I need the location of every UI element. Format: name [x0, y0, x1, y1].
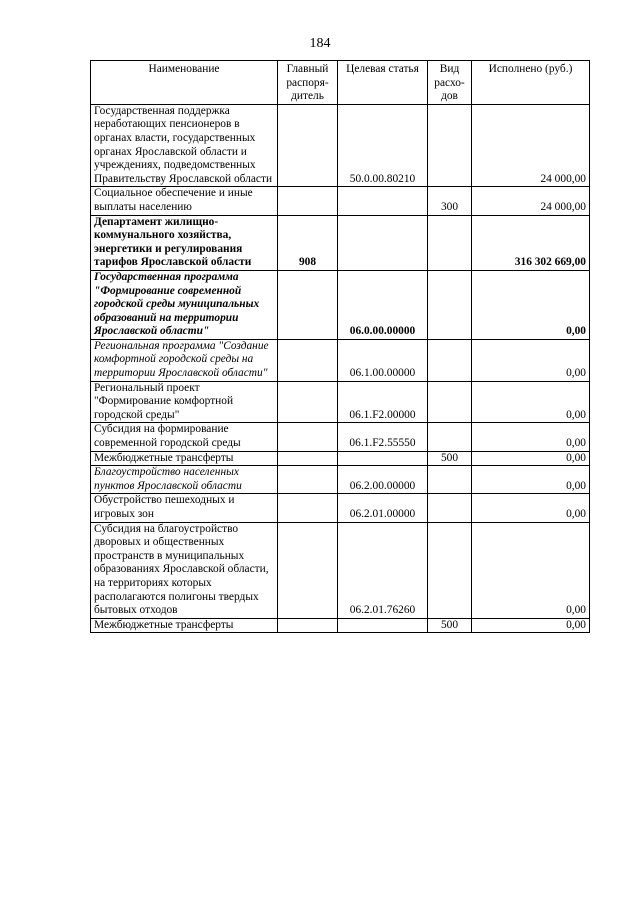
budget-table: [90, 60, 590, 633]
cell-executed: 0,00: [472, 423, 590, 451]
table-row: [91, 451, 590, 466]
cell-target-article: 06.1.F2.00000: [338, 381, 428, 423]
cell-main-manager: [278, 618, 338, 633]
table-row: [91, 339, 590, 381]
table-row: [91, 381, 590, 423]
cell-target-article: 06.2.00.00000: [338, 466, 428, 494]
cell-main-manager: [278, 451, 338, 466]
table-row: [91, 494, 590, 522]
table-row: [91, 423, 590, 451]
cell-target-article: 50.0.00.80210: [338, 104, 428, 187]
cell-expense-type: [428, 494, 472, 522]
cell-executed: 0,00: [472, 381, 590, 423]
cell-name: Государственная поддержка неработающих пенсионеров в органах власти, государственных органах Ярославской области и учреждениях, подведомственных Правительству Ярославской области: [91, 104, 278, 187]
header-executed: Исполнено (руб.): [472, 61, 590, 105]
cell-executed: 0,00: [472, 466, 590, 494]
table-body: [91, 104, 590, 633]
cell-target-article: [338, 618, 428, 633]
cell-target-article: 06.0.00.00000: [338, 270, 428, 339]
cell-expense-type: [428, 339, 472, 381]
table-row: [91, 466, 590, 494]
header-main-manager: Главный распоря-дитель: [278, 61, 338, 105]
cell-executed: 0,00: [472, 618, 590, 633]
page-number: 184: [309, 36, 331, 51]
table-row: [91, 522, 590, 618]
cell-expense-type: [428, 270, 472, 339]
table-row: [91, 270, 590, 339]
cell-main-manager: 908: [278, 215, 338, 270]
header-name: Наименование: [91, 61, 278, 105]
cell-executed: 0,00: [472, 522, 590, 618]
cell-expense-type: 500: [428, 618, 472, 633]
table-row: [91, 618, 590, 633]
cell-name: Субсидия на благоустройство дворовых и общественных пространств в муниципальных образованиях Ярославской области, на территориях которых располагаются полигоны твердых бытовых отходов: [91, 522, 278, 618]
cell-main-manager: [278, 381, 338, 423]
cell-main-manager: [278, 104, 338, 187]
table-row: [91, 187, 590, 215]
cell-target-article: 06.1.F2.55550: [338, 423, 428, 451]
cell-expense-type: 300: [428, 187, 472, 215]
cell-executed: 24 000,00: [472, 104, 590, 187]
cell-main-manager: [278, 187, 338, 215]
cell-target-article: [338, 215, 428, 270]
cell-target-article: [338, 187, 428, 215]
cell-name: Обустройство пешеходных и игровых зон: [91, 494, 278, 522]
cell-executed: 0,00: [472, 451, 590, 466]
cell-executed: 0,00: [472, 339, 590, 381]
cell-target-article: 06.2.01.00000: [338, 494, 428, 522]
cell-target-article: 06.2.01.76260: [338, 522, 428, 618]
cell-expense-type: [428, 466, 472, 494]
cell-executed: 316 302 669,00: [472, 215, 590, 270]
table-row: [91, 104, 590, 187]
cell-name: Субсидия на формирование современной городской среды: [91, 423, 278, 451]
cell-target-article: [338, 451, 428, 466]
cell-name: Социальное обеспечение и иные выплаты населению: [91, 187, 278, 215]
cell-expense-type: [428, 423, 472, 451]
cell-expense-type: [428, 381, 472, 423]
cell-target-article: 06.1.00.00000: [338, 339, 428, 381]
cell-expense-type: [428, 104, 472, 187]
cell-executed: 0,00: [472, 270, 590, 339]
cell-main-manager: [278, 522, 338, 618]
header-expense-type: Вид расхо-дов: [428, 61, 472, 105]
cell-expense-type: [428, 215, 472, 270]
cell-expense-type: [428, 522, 472, 618]
header-row: [91, 61, 590, 105]
cell-name: Региональный проект "Формирование комфортной городской среды": [91, 381, 278, 423]
cell-name: Государственная программа "Формирование современной городской среды муниципальных образований на территории Ярославской области": [91, 270, 278, 339]
cell-main-manager: [278, 339, 338, 381]
cell-executed: 0,00: [472, 494, 590, 522]
cell-expense-type: 500: [428, 451, 472, 466]
cell-main-manager: [278, 270, 338, 339]
cell-executed: 24 000,00: [472, 187, 590, 215]
cell-main-manager: [278, 494, 338, 522]
cell-main-manager: [278, 466, 338, 494]
cell-name: Межбюджетные трансферты: [91, 451, 278, 466]
cell-name: Региональная программа "Создание комфортной городской среды на территории Ярославской области": [91, 339, 278, 381]
header-target-article: Целевая статья: [338, 61, 428, 105]
table-row: [91, 215, 590, 270]
cell-name: Межбюджетные трансферты: [91, 618, 278, 633]
cell-name: Департамент жилищно-коммунального хозяйства, энергетики и регулирования тарифов Ярославской области: [91, 215, 278, 270]
cell-name: Благоустройство населенных пунктов Ярославской области: [91, 466, 278, 494]
cell-main-manager: [278, 423, 338, 451]
